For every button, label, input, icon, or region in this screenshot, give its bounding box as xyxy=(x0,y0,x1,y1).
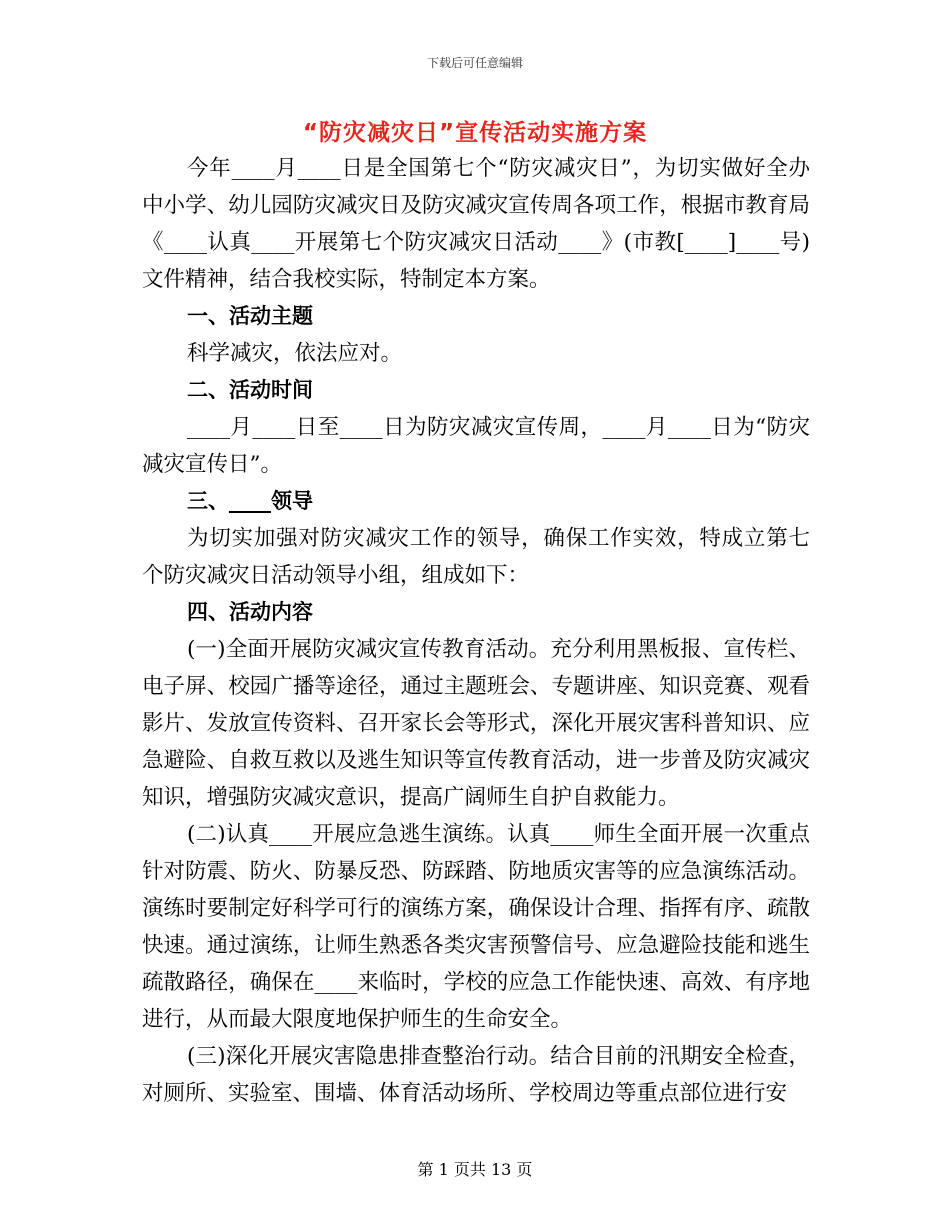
section-heading-time: 二、活动时间 xyxy=(187,378,313,402)
header-note: 下载后可任意编辑 xyxy=(426,56,523,70)
content-item-2: (二)认真____开展应急逃生演练。认真____师生全面开展一次重点针对防震、防火、防暴反恐、防踩踏、防地质灾害等的应急演练活动。演练时要制定好科学可行的演练方案，确保设计合理、指挥有序、疏散快速。通过演练，让师生熟悉各类灾害预警信号、应急避险技能和逃生疏散路径，确保在____来临时，学校的应急工作能快速、高效、有序地进行，从而最大限度地保护师生的生命安全。 xyxy=(142,822,810,1032)
content-item-3: (三)深化开展灾害隐患排查整治行动。结合目前的汛期安全检查，对厕所、实验室、围墙、体育活动场所、学校周边等重点部位进行安 xyxy=(142,1044,810,1106)
intro-paragraph: 今年____月____日是全国第七个“防灾减灾日”，为切实做好全办中小学、幼儿园防灾减灾日及防灾减灾宣传周各项工作，根据市教育局《____认真____开展第七个防灾减灾日活动____》(市教[____]____号)文件精神，结合我校实际，特制定本方案。 xyxy=(142,156,810,292)
section-heading-theme: 一、活动主题 xyxy=(187,304,313,328)
document-body xyxy=(142,150,810,1112)
section-leadership-text: 为切实加强对防灾减灾工作的领导，确保工作实效，特成立第七个防灾减灾日活动领导小组，组成如下： xyxy=(142,526,810,588)
document-title: “防灾减灾日”宣传活动实施方案 xyxy=(302,120,648,146)
section-heading-content: 四、活动内容 xyxy=(187,600,313,624)
section-heading-leadership: 三、____领导 xyxy=(187,489,313,513)
page-number: 第 1 页共 13 页 xyxy=(417,1160,533,1179)
content-item-1: (一)全面开展防灾减灾宣传教育活动。充分利用黑板报、宣传栏、电子屏、校园广播等途径，通过主题班会、专题讲座、知识竞赛、观看影片、发放宣传资料、召开家长会等形式，深化开展灾害科普知识、应急避险、自救互救以及逃生知识等宣传教育活动，进一步普及防灾减灾知识，增强防灾减灾意识，提高广阔师生自护自救能力。 xyxy=(142,637,810,810)
section-time-text: ____月____日至____日为防灾减灾宣传周，____月____日为“防灾减灾宣传日”。 xyxy=(142,415,810,477)
section-theme-text: 科学减灾，依法应对。 xyxy=(187,341,403,366)
